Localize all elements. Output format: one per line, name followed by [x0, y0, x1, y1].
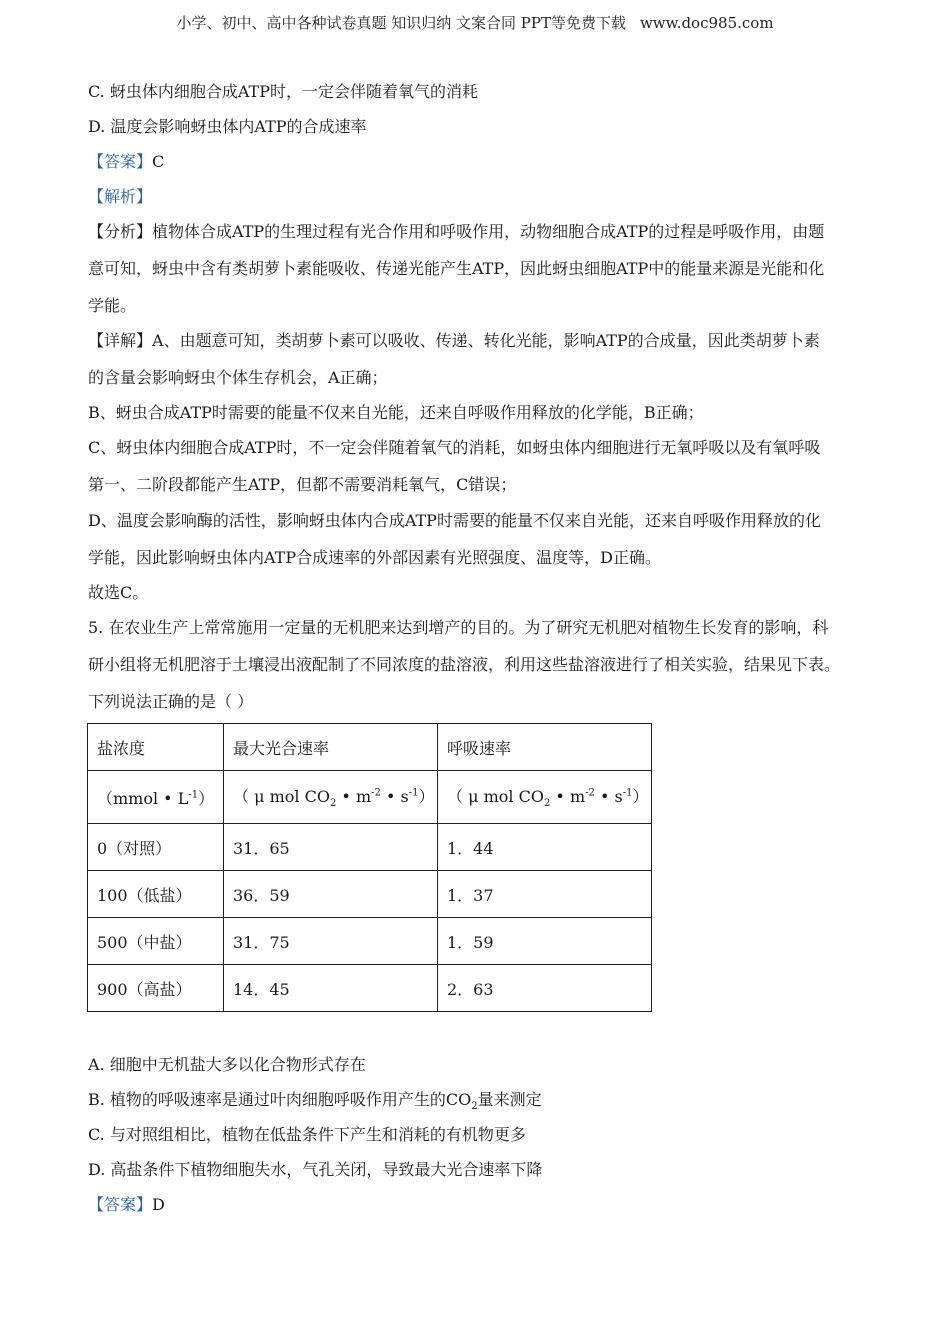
analysis-tag: 【解析】 — [88, 187, 153, 206]
detail-line-c1: C、蚜虫体内细胞合成ATP时，不一定会伴随着氧气的消耗，如蚜虫体内细胞进行无氧呼吸以及有氧呼吸 — [88, 438, 821, 457]
xiangjie-tag: 【详解】 — [88, 331, 153, 350]
detail-line-b: B、蚜虫合成ATP时需要的能量不仅来自光能，还来自呼吸作用释放的化学能，B正确； — [88, 403, 704, 422]
q5-option-b: B. 植物的呼吸速率是通过叶肉细胞呼吸作用产生的$CO_2$量来测定 — [88, 1090, 542, 1113]
table-row — [88, 871, 652, 918]
cell-salt: 0（对照） — [88, 824, 224, 871]
cell-photo: 36．59 — [224, 871, 438, 918]
fenxi-line-2: 意可知，蚜虫中含有类胡萝卜素能吸收、传递光能产生ATP，因此蚜虫细胞ATP中的能量来源是光能和化 — [88, 259, 825, 278]
cell-resp: 1．59 — [438, 918, 652, 965]
fenxi-text-1: 植物体合成ATP的生理过程有光合作用和呼吸作用，动物细胞合成ATP的过程是呼吸作用，由题 — [152, 222, 825, 241]
fenxi-line-1 — [88, 222, 824, 242]
q4-answer-line — [88, 152, 164, 172]
q4-option-c: C. 蚜虫体内细胞合成ATP时，一定会伴随着氧气的消耗 — [88, 82, 478, 101]
cell-resp: 1．37 — [438, 871, 652, 918]
detail-line-d1: D、温度会影响酶的活性，影响蚜虫体内合成ATP时需要的能量不仅来自光能，还来自呼吸作用释放的化 — [88, 511, 821, 530]
q5-stem-2: 研小组将无机肥溶于土壤浸出液配制了不同浓度的盐溶液，利用这些盐溶液进行了相关实验，结果见下表。 — [88, 655, 841, 674]
header-salt: 盐浓度 — [88, 724, 224, 771]
q5-stem-3: 下列说法正确的是（ ） — [88, 692, 254, 711]
cell-resp: 1．44 — [438, 824, 652, 871]
fenxi-line-3: 学能。 — [88, 296, 137, 315]
detail-line-a2: 的含量会影响蚜虫个体生存机会，A正确； — [88, 368, 388, 387]
conclusion: 故选C。 — [88, 583, 149, 602]
header-photo: 最大光合速率 — [224, 724, 438, 771]
detail-line-d2: 学能，因此影响蚜虫体内ATP合成速率的外部因素有光照强度、温度等，D正确。 — [88, 548, 661, 567]
unit-photo: （ μ mol $CO_2$ • $m^{-2}$ • $s^{-1}$） — [224, 771, 438, 824]
q5-answer: D — [152, 1195, 165, 1214]
q5-stem-1: 5. 在农业生产上常常施用一定量的无机肥来达到增产的目的。为了研究无机肥对植物生长发育的影响，科 — [88, 618, 829, 637]
q5-option-a: A. 细胞中无机盐大多以化合物形式存在 — [88, 1055, 366, 1074]
results-table — [87, 723, 652, 1012]
q5-option-c: C. 与对照组相比，植物在低盐条件下产生和消耗的有机物更多 — [88, 1125, 526, 1144]
table-unit-row — [88, 771, 652, 824]
answer-tag: 【答案】 — [88, 1195, 153, 1214]
table-row — [88, 918, 652, 965]
cell-photo: 31．65 — [224, 824, 438, 871]
detail-a1: A、由题意可知，类胡萝卜素可以吸收、传递、转化光能，影响ATP的合成量，因此类胡萝卜素 — [152, 331, 820, 350]
unit-resp: （ μ mol $CO_2$ • $m^{-2}$ • $s^{-1}$） — [438, 771, 652, 824]
q5-answer-line — [88, 1195, 165, 1215]
q4-option-d: D. 温度会影响蚜虫体内ATP的合成速率 — [88, 117, 367, 136]
table-row — [88, 824, 652, 871]
table-row — [88, 965, 652, 1012]
detail-line-c2: 第一、二阶段都能产生ATP，但都不需要消耗氧气，C错误； — [88, 475, 517, 494]
page-header — [0, 12, 950, 33]
cell-photo: 31．75 — [224, 918, 438, 965]
cell-resp: 2．63 — [438, 965, 652, 1012]
header-text: 小学、初中、高中各种试卷真题 知识归纳 文案合同 PPT等免费下载 — [176, 14, 626, 32]
header-site: www.doc985.com — [639, 14, 774, 32]
cell-salt: 100（低盐） — [88, 871, 224, 918]
detail-line-a1 — [88, 331, 820, 351]
fenxi-tag: 【分析】 — [88, 222, 153, 241]
header-resp: 呼吸速率 — [438, 724, 652, 771]
cell-salt: 500（中盐） — [88, 918, 224, 965]
q5-option-d: D. 高盐条件下植物细胞失水，气孔关闭，导致最大光合速率下降 — [88, 1160, 543, 1179]
cell-photo: 14．45 — [224, 965, 438, 1012]
answer-tag: 【答案】 — [88, 152, 153, 171]
q4-answer: C — [152, 152, 165, 171]
table-header-row — [88, 724, 652, 771]
cell-salt: 900（高盐） — [88, 965, 224, 1012]
unit-salt: （mmol • $L^{-1}$） — [88, 771, 224, 824]
